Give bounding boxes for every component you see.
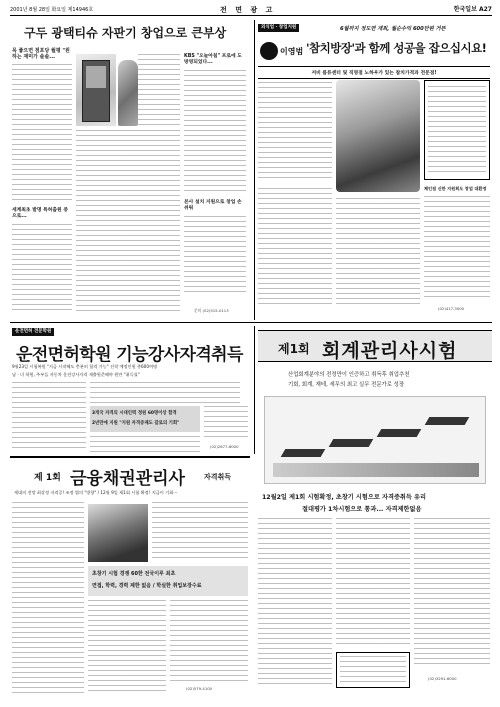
- ad-accounting-title-num: 제1회: [278, 342, 310, 356]
- section-title: 전 면 광 고: [220, 6, 276, 14]
- ad-franchise-sidebox-text: [428, 86, 486, 176]
- diagram-base: [273, 463, 479, 477]
- step-3: [377, 429, 422, 437]
- page-header: [10, 4, 492, 16]
- newspaper-page: 한국일보 A27: [453, 6, 492, 13]
- ad-driving-body-3: [90, 436, 200, 452]
- ad-franchise-headline: '참치방장'과 함께 성공을 잡으십시요!: [306, 41, 487, 55]
- ad-driving-quote-2: 2년만에 지원 "지원 자격증제도 갈로의 기회": [92, 421, 180, 426]
- ad-cleaning-body-mid: [138, 54, 180, 126]
- row-divider: [10, 322, 492, 323]
- ad-finance-title-suffix: 자격취득: [204, 473, 232, 481]
- ad-accounting-title: 회계관리사시험: [322, 340, 458, 362]
- ad-driving-quote-1: 3개국 자격의 시대인력 정원 60명이상 합격: [92, 411, 177, 416]
- ad-cleaning-phone: 문의 (02)515-0113: [194, 308, 229, 313]
- ad-franchise-body-4: [424, 196, 490, 300]
- step-1: [281, 449, 326, 457]
- column-divider-2: [254, 326, 255, 454]
- ad-franchise-body-2: [258, 188, 332, 308]
- ad-accounting-block: [258, 326, 492, 698]
- ad-accounting-intro-2: 기회, 회계, 재테, 세무의 최고 실무 전문가로 성장: [288, 382, 405, 388]
- ad-driving-extra: [10, 456, 250, 458]
- ad-accounting-body-1: [258, 518, 332, 688]
- ad-finance-title-num: 제 1회: [34, 473, 61, 483]
- ad-cleaning-body-right2: [184, 216, 246, 296]
- ad-franchise-top-note: 6월까지 정도면 개최, 월순수익 600만원 거뜬: [340, 26, 446, 32]
- issue-date: 2001년 8월 28일 화요일 제14946호: [10, 7, 94, 13]
- career-diagram: [264, 396, 486, 484]
- instructor-photo: [88, 504, 148, 562]
- ad-cleaning-lead: 목 좋으면 점포당 월평 "원하는 재미가 솔솔...: [12, 48, 70, 60]
- ad-driving-phone: (02)2677-6000: [210, 444, 239, 449]
- ad-cleaning-sub3: 세계최초 발명 특허출원 중으로...: [12, 208, 68, 219]
- step-2: [329, 439, 374, 447]
- ad-driving-tag: 운전면허 전문학원: [12, 328, 54, 336]
- ad-franchise-phone: (02)417-3000: [438, 306, 465, 311]
- ad-accounting-sidebox-text: [340, 656, 406, 684]
- ad-finance-phone: (02)579-4100: [186, 686, 213, 691]
- ad-cleaning-body-left2: [12, 224, 72, 314]
- ad-finance-block: [10, 460, 250, 698]
- ad-finance-body-3: [88, 600, 166, 694]
- ad-cleaning-sub2: 본사 설치 지원으로 창업 손쉬워: [184, 200, 242, 211]
- vending-machine-panel: [86, 66, 106, 88]
- ad-franchise-brand: 이영범: [280, 47, 304, 56]
- ad-cleaning-sub1: KBS "오늘아침" 프로에 도 방영되었다...: [184, 54, 242, 65]
- ad-franchise-body-1: [258, 82, 332, 182]
- ad-driving-body-2: [90, 382, 240, 404]
- ad-driving-block: [10, 326, 250, 454]
- chef-photo: [336, 80, 420, 192]
- ad-cleaning-body-mid2: [76, 130, 180, 314]
- ad-accounting-body-2: [336, 518, 410, 648]
- ad-franchise-body-3: [336, 198, 420, 308]
- ad-finance-box-2: 면접, 학력, 경력 제한 없음 / 학실한 취업보장수료: [92, 583, 202, 589]
- ad-finance-body-1: [12, 502, 84, 694]
- ad-cleaning-block: [10, 20, 250, 320]
- ad-franchise-logo: [260, 42, 278, 60]
- ad-finance-sub: 세대의 전망 최상정 자격증! 조정 법의 "방향" / 12월 9일 제1회 시험 확정! 지금이 기회···: [14, 490, 178, 495]
- ad-driving-sub: 9월23일 시험복원 "지금 시작해도 충분히 합격 가능" 선착 예정인원 총600여명: [12, 364, 158, 369]
- ad-cleaning-body-left: [12, 64, 72, 204]
- ad-finance-body-2: [152, 502, 248, 562]
- ad-driving-body-1: [12, 382, 86, 452]
- ad-accounting-notice-1: 12월2일 제1회 시험확정, 초창기 시험으로 자격증취득 유리: [262, 494, 426, 501]
- ad-driving-body-4: [204, 406, 248, 440]
- ad-driving-sub2: 남 · 녀 학원, 주부들 자동차 운전강사자격 재출원준해야 원만 "취득률": [12, 372, 140, 377]
- ad-accounting-notice-2: 절대평가 1차시험으로 통과... 자격제한없음: [302, 506, 422, 513]
- ad-accounting-body-3: [414, 518, 490, 668]
- ad-finance-title: 금융채권관리사: [70, 469, 185, 489]
- ad-cleaning-headline: 구두 광택티슈 자판기 창업으로 큰부상: [24, 26, 227, 40]
- woman-photo: [118, 60, 138, 126]
- ad-accounting-intro-1: 산업회계분야의 전정만이 인증하고 취득후 취업추천: [288, 372, 410, 378]
- ad-franchise-caption: 체인점 신한 지원회도 창업 대환영: [424, 186, 487, 191]
- ad-cleaning-body-right: [184, 70, 246, 194]
- ad-franchise-tag: 외식업 · 창업지원: [258, 24, 299, 32]
- ad-finance-box-1: 초창기 시험 경쟁 60한 전국이루 최초: [92, 571, 176, 577]
- step-4: [425, 417, 470, 425]
- ad-driving-headline: 운전면허학원 기능강사자격취득: [16, 345, 243, 365]
- column-divider: [254, 20, 255, 320]
- ad-franchise-sub: 저비 름류센터 및 직영점 노하우가 있는 참치가격과 전문점!: [258, 66, 490, 79]
- ad-franchise-block: [258, 20, 492, 320]
- ad-accounting-phone: (02)3291-6000: [428, 676, 457, 681]
- ad-finance-body-4: [170, 600, 248, 682]
